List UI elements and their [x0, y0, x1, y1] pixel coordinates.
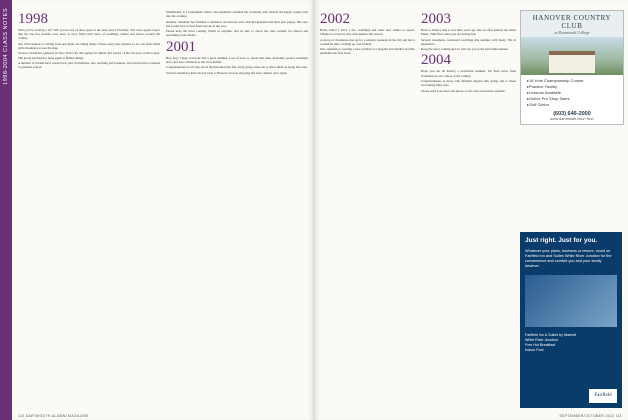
clubhouse-photo — [521, 37, 623, 75]
note-paragraph: Congratulations to all who ran in the marathon this fall. A big group came out to cheer them on along the route. — [166, 65, 308, 70]
hotel-ad-item: Free Hot Breakfast — [525, 343, 556, 347]
hotel-ad-item: Fairfield Inn & Suites by Marriott — [525, 333, 577, 337]
note-paragraph: Hope you are all having a wonderful summer. We have news from classmates in all corners of the country. — [421, 69, 516, 78]
note-paragraph: A group of classmates met up for a reunion weekend in the city and had a wonderful time catching up over brunch. — [320, 37, 415, 46]
ad-subtitle: at Dartmouth College — [554, 30, 590, 35]
note-paragraph: Hello, hello! I have a few weddings and some new babies to report. Thanks to everyone who sent updates this season. — [320, 28, 415, 37]
left-page-footer: 110 DARTMOUTH ALUMNI MAGAZINE — [18, 414, 89, 418]
class-year-heading: 1998 — [18, 11, 48, 27]
class-year-heading: 2001 — [166, 38, 196, 55]
clubhouse-building — [549, 51, 595, 73]
section-band — [0, 0, 12, 420]
note-paragraph: Congratulations to those who finished degrees this spring and to those welcoming little ones. — [421, 79, 516, 88]
class-year-heading: 2002 — [320, 11, 350, 27]
note-paragraph: Several classmates celebrated weddings this summer with many '03s in attendance. — [421, 37, 516, 46]
class-year-heading: 2003 — [421, 11, 451, 27]
note-paragraph: Keep the notes coming and we will see you at the next mini-reunion. — [421, 47, 509, 52]
ad-feature-item: ▸ Practice Facility — [527, 84, 617, 90]
ad-phone: (603) 646-2000 — [553, 111, 591, 117]
right-page-footer: SEPTEMBER/OCTOBER 2012 111 — [559, 414, 622, 418]
right-columns — [320, 10, 516, 408]
column-1 — [18, 10, 160, 408]
ad-feature-item: ▸ Golf Clinics — [527, 102, 617, 108]
column-3 — [320, 10, 415, 408]
hotel-logo: Fairfield — [589, 389, 617, 403]
class-year-heading: 2004 — [421, 52, 451, 69]
note-paragraph: Hey, hey! I hope everyone had a great summer. Lots of news to report this time, including several weddings and a few new additions to the class family. — [166, 55, 308, 64]
ad-title: HANOVER COUNTRY CLUB — [532, 14, 612, 30]
note-paragraph: Several classmates gathered in New York City this spring for dinner and stories of the old days on the Green. The group promised to meet again at Homecoming. — [18, 51, 160, 60]
left-columns — [18, 10, 308, 408]
hotel-ad-item: Indoor Pool — [525, 348, 544, 352]
ad-feature-item: ▸ Lessons Available — [527, 90, 617, 96]
ad-feature-list — [521, 75, 623, 111]
note-paragraph: Our 10th reunion is coming soon and plans are taking shape. Please send your updates so we can share them with classmates across the map. — [18, 41, 160, 50]
hotel-ad-headline: Just right. Just for you. — [525, 237, 598, 244]
hotel-ad-item: White River Junction — [525, 338, 558, 342]
column-2 — [166, 10, 308, 408]
note-paragraph: A number of friends have started new jobs in medicine, law, teaching and business, and several have returned to graduate school. — [18, 61, 160, 70]
country-club-ad[interactable] — [520, 10, 624, 125]
ad-feature-item: ▸ Online Pro Shop Sales — [527, 96, 617, 102]
note-paragraph: Please send your news and photos to the class secretaries anytime. — [421, 88, 506, 93]
note-paragraph: McMenamy is a bridesmaid. Other class members attended the ceremony and cheered the happy couple well into the evening. — [166, 10, 308, 19]
note-paragraph: Several classmates have moved back to Hanover and are enjoying life near campus once again. — [166, 70, 288, 75]
ad-feature-item: ▸ 18 Hole Championship Course — [527, 78, 617, 84]
hotel-ad[interactable] — [520, 232, 622, 408]
section-label: 1998-2004 CLASS NOTES — [3, 8, 9, 85]
hotel-ad-body: Whatever your plans, business or leisure, count on Fairfield Inn and Suites White River Junction for the convenience and comfort you and your family deserve. — [525, 249, 612, 268]
hotel-ad-photo — [525, 275, 617, 327]
right-page — [314, 0, 628, 420]
ad-header — [521, 11, 623, 37]
note-paragraph: Hard to believe that it was nine years ago that we first learned the Alma Mater. Time flies when you are having fun. — [421, 28, 516, 37]
note-paragraph: Another classmate has finished a residency and moved west with her husband and their new puppy. She says she would love to hear from anyone in the area. — [166, 19, 308, 28]
note-paragraph: One classmate is starting a new position at a hospital and another recently published her first book. — [320, 47, 415, 56]
column-4 — [421, 10, 516, 408]
hotel-ad-list — [525, 333, 617, 353]
note-paragraph: Will you be wearing a tie? Will you be one of those guys at the next party? Probably. The class agents report that the last few months were busy as ever, filled with news of weddings, babies and moves around the country. — [18, 28, 160, 41]
note-paragraph: Please keep the news coming. Email us anytime, and be sure to check the class website for photos and upcoming event details. — [166, 29, 308, 38]
ad-web-link[interactable]: www.dartmouth.edu/~hcc/ — [550, 117, 594, 121]
